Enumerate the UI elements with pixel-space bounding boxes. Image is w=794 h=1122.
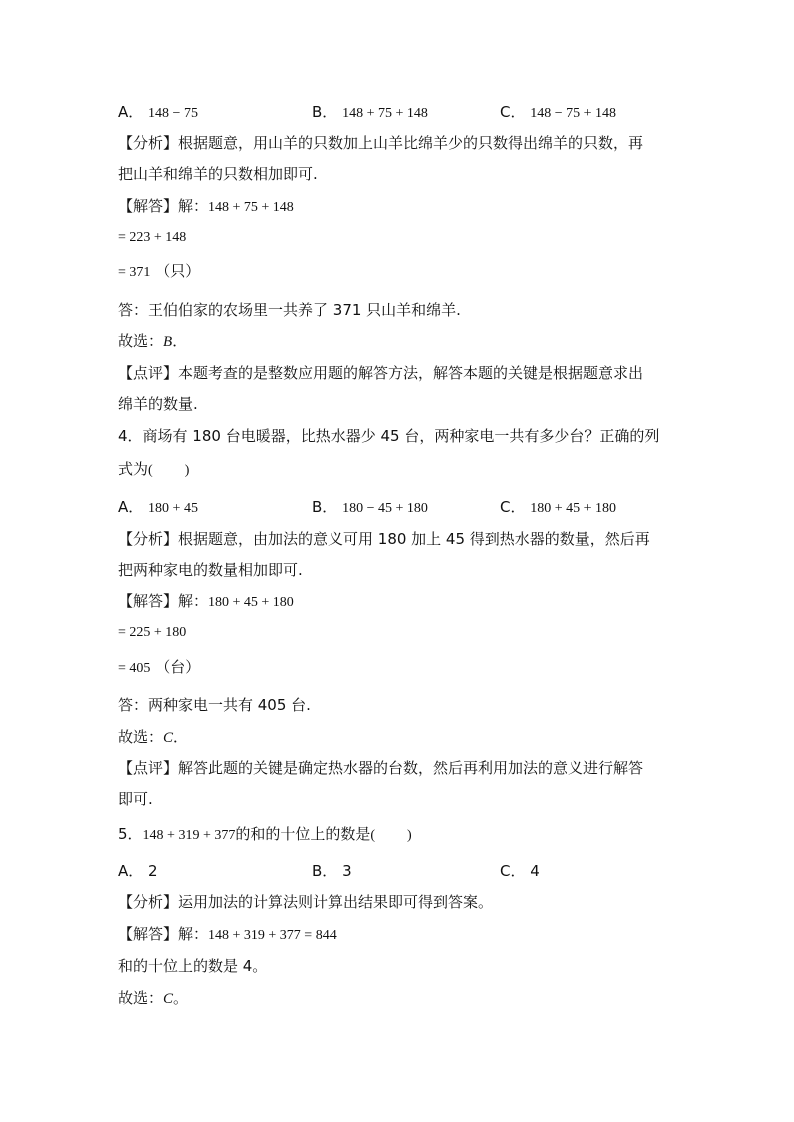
q5-choice: 故选：C。 [118, 989, 189, 1007]
q4-step2-expr: = 405 [118, 661, 151, 676]
q3-analysis-line1: 【分析】根据题意，用山羊的只数加上山羊比绵羊少的只数得出绵羊的只数，再 [118, 134, 644, 152]
q4-question-line1: 4．商场有 180 台电暖器，比热水器少 45 台，两种家电一共有多少台？正确的列 [118, 427, 660, 445]
q3-solution-expr: 148 + 75 + 148 [208, 200, 294, 215]
q5-option-c: C． 4 [500, 862, 540, 880]
q5-question-expr: 148 + 319 + 377 [142, 828, 236, 843]
q3-option-a: A． 148 − 75 [118, 103, 198, 121]
q3-choice-letter: B [163, 334, 173, 350]
q3-step1: = 223 + 148 [118, 230, 187, 245]
q4-option-c: C． 180 + 45 + 180 [500, 498, 617, 516]
q5-options [118, 860, 718, 882]
q3-choice: 故选：B． [118, 332, 188, 350]
q5-option-b: B． 3 [312, 862, 352, 880]
q5-option-a: A． 2 [118, 862, 158, 880]
q5-solution-expr: 148 + 319 + 377 = 844 [208, 928, 337, 943]
q4-analysis-line2: 把两种家电的数量相加即可. [118, 561, 303, 579]
q4-comment-line2: 即可. [118, 790, 153, 808]
q4-option-a: A． 180 + 45 [118, 498, 198, 516]
q3-option-b: B． 148 + 75 + 148 [312, 103, 428, 121]
q5-answer: 和的十位上的数是 4。 [118, 957, 268, 975]
q4-question-line2: 式为( ) [118, 460, 190, 478]
q5-question: 5．148 + 319 + 377的和的十位上的数是( ) [118, 825, 412, 843]
q3-comment-line1: 【点评】本题考查的是整数应用题的解答方法，解答本题的关键是根据题意求出 [118, 364, 644, 382]
q4-choice-letter: C [163, 730, 174, 746]
q4-step2 [118, 656, 724, 680]
q3-solution-prefix: 【解答】解： [118, 197, 209, 215]
q4-option-b: B． 180 − 45 + 180 [312, 498, 428, 516]
q3-step2 [118, 260, 724, 284]
q3-options [118, 101, 718, 123]
q4-analysis-line1: 【分析】根据题意，由加法的意义可用 180 加上 45 得到热水器的数量，然后再 [118, 530, 650, 548]
q5-solution-prefix: 【解答】解： [118, 925, 209, 943]
q5-solution [118, 923, 724, 947]
q3-analysis-line2: 把山羊和绵羊的只数相加即可. [118, 165, 318, 183]
q4-comment-line1: 【点评】解答此题的关键是确定热水器的台数，然后再利用加法的意义进行解答 [118, 759, 644, 777]
q4-step1: = 225 + 180 [118, 625, 187, 640]
q4-step2-unit: （台） [155, 658, 201, 676]
q3-solution [118, 195, 724, 219]
q3-comment-line2: 绵羊的数量. [118, 395, 198, 413]
q4-answer: 答：两种家电一共有 405 台. [118, 696, 311, 714]
q3-answer: 答：王伯伯家的农场里一共养了 371 只山羊和绵羊. [118, 301, 461, 319]
q4-options [118, 496, 718, 518]
q4-solution [118, 590, 724, 614]
q4-solution-expr: 180 + 45 + 180 [208, 595, 294, 610]
q4-solution-prefix: 【解答】解： [118, 592, 209, 610]
q3-step2-expr: = 371 [118, 265, 151, 280]
q3-option-c: C． 148 − 75 + 148 [500, 103, 617, 121]
q5-analysis: 【分析】运用加法的计算法则计算出结果即可得到答案。 [118, 893, 494, 911]
q4-choice: 故选：C． [118, 728, 189, 746]
q5-choice-letter: C [163, 991, 174, 1007]
q3-step2-unit: （只） [155, 262, 201, 280]
